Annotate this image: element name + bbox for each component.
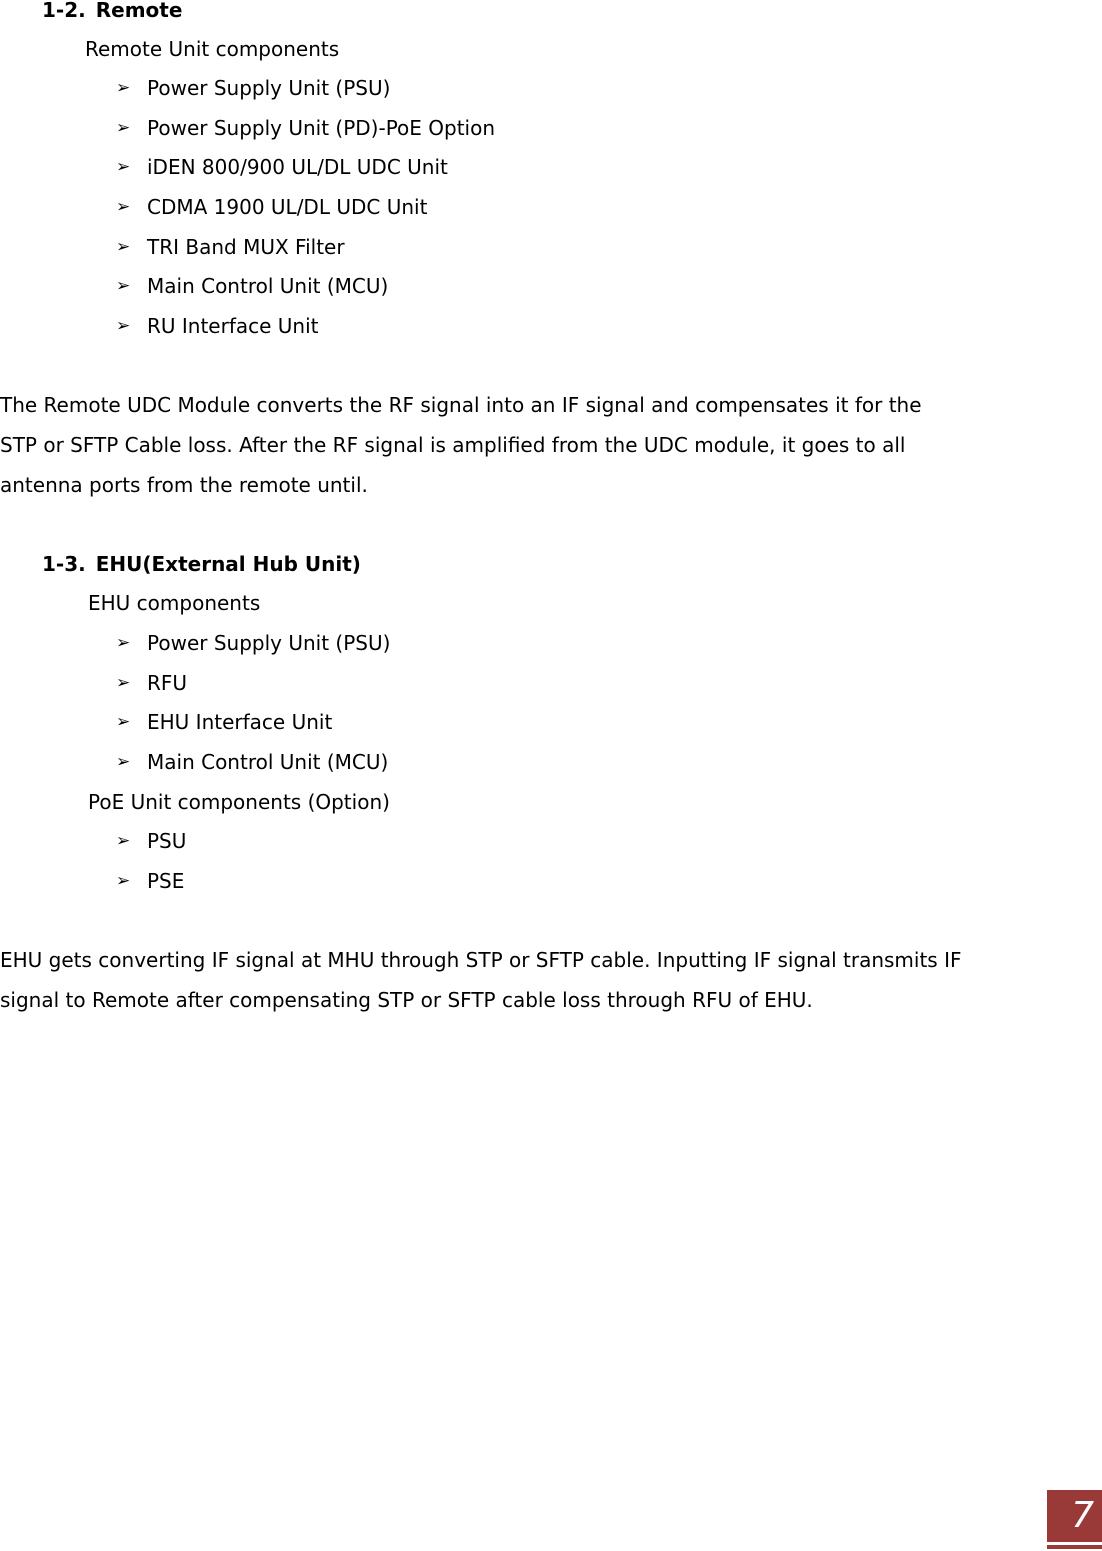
remote-description-paragraph: The Remote UDC Module converts the RF signal into an IF signal and compensates it for the STP or SFTP Cable loss. After the RF signal is amplified from the UDC module, it goes to all antenna ports from the remote until. (0, 393, 922, 497)
bullet-arrow-icon: ➢ (116, 752, 131, 773)
bullet-arrow-icon: ➢ (116, 276, 131, 297)
bullet-arrow-icon: ➢ (116, 117, 131, 138)
section-title: Remote (95, 0, 183, 22)
ehu-components-subheading: EHU components (88, 591, 261, 615)
section-heading-ehu (42, 552, 361, 576)
section-number: 1-2. (42, 0, 86, 22)
remote-components-subheading: Remote Unit components (85, 37, 340, 61)
page-number-rule (1047, 1545, 1102, 1549)
bullet-arrow-icon: ➢ (116, 870, 131, 891)
bullet-arrow-icon: ➢ (116, 78, 131, 98)
bullet-arrow-icon: ➢ (116, 712, 131, 733)
page-number-badge: 7 (1047, 1490, 1102, 1542)
ehu-description-paragraph: EHU gets converting IF signal at MHU through STP or SFTP cable. Inputting IF signal transmits IF signal to Remote after compensating STP or SFTP cable loss through RFU of EHU. (0, 948, 962, 1012)
bullet-arrow-icon: ➢ (116, 633, 131, 653)
bullet-arrow-icon: ➢ (116, 831, 131, 851)
poe-components-subheading: PoE Unit components (Option) (88, 790, 390, 814)
section-title: EHU(External Hub Unit) (95, 552, 361, 576)
bullet-arrow-icon: ➢ (116, 672, 131, 693)
bullet-arrow-icon: ➢ (116, 316, 131, 337)
bullet-arrow-icon: ➢ (116, 236, 131, 257)
bullet-arrow-icon: ➢ (116, 197, 131, 218)
document-page: 1-2. Remote Remote Unit components ➢ Power Supply Unit (PSU) ➢ Power Supply Unit (PD)-PoE Option ➢ iDEN 800/900 UL/DL UDC Unit ➢ CDMA 1900 UL/DL UDC Unit ➢ TRI Band MUX Filter ➢ Main Control Unit (MCU) ➢ RU Interface Unit The Remote UDC Module converts the RF signal into an IF signal and compensates it for the STP or SFTP Cable loss. After the RF signal is amplified from the UDC module, it goes to all antenna ports from the remote until. 1-3. EHU(External Hub Unit) EHU components ➢ Power Supply Unit (PSU) ➢ RFU ➢ EHU Interface Unit ➢ Main Control Unit (MCU) PoE Unit components (Option) ➢ PSU ➢ PSE EHU gets converting IF signal at MHU through STP or SFTP cable. Inputting IF signal transmits IF signal to Remote after compensating STP or SFTP cable loss through RFU of EHU. 7 (0, 0, 1102, 1551)
section-heading-remote (42, 0, 182, 22)
section-number: 1-3. (42, 552, 86, 576)
bullet-arrow-icon: ➢ (116, 157, 131, 178)
